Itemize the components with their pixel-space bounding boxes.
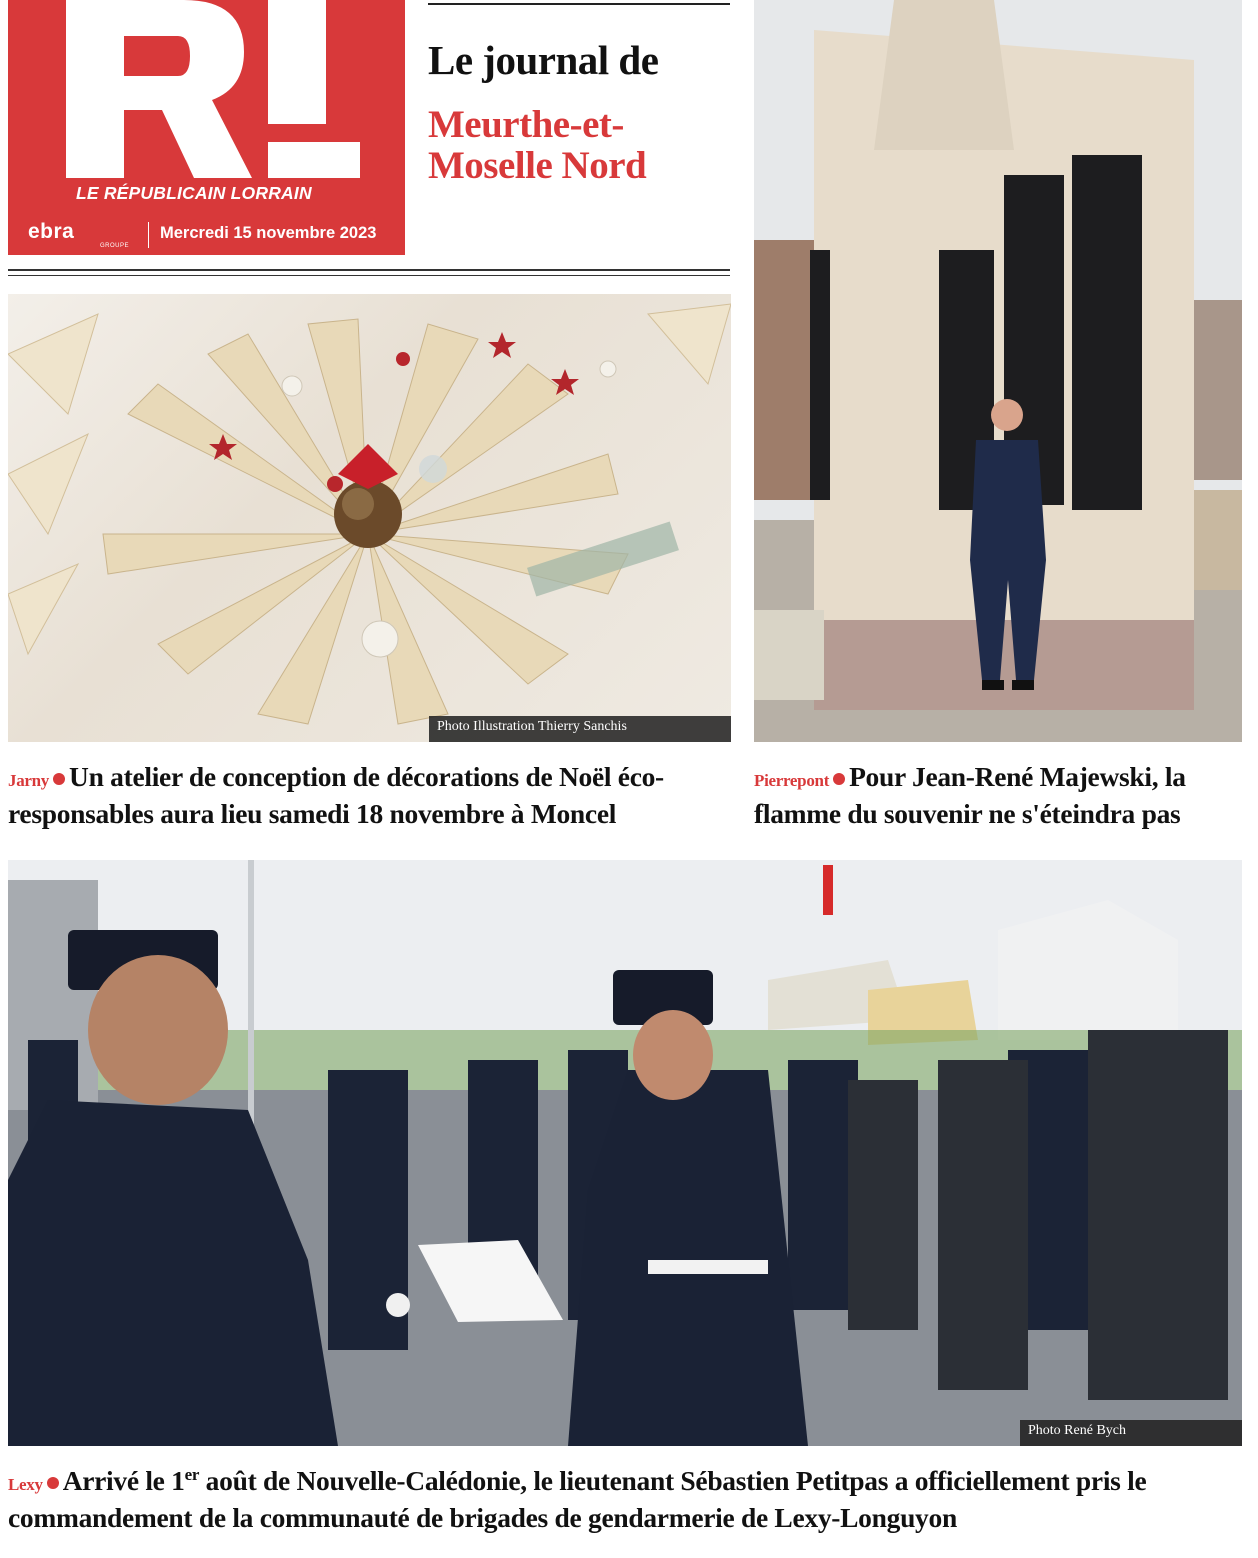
photo-credit: Photo René Bych — [1020, 1420, 1242, 1446]
article-kicker: Lexy — [8, 1475, 43, 1494]
masthead-rule — [8, 269, 730, 271]
headline-text-end: août de Nouvelle-Calédonie, le lieutenant Sébastien Petitpas a officiellement pris le commandement de la communauté de brigades de gendarmerie de Lexy-Longuyon — [8, 1465, 1147, 1533]
article-kicker: Jarny — [8, 771, 50, 790]
bullet-dot-icon — [53, 773, 65, 785]
ebra-group-sub: GROUPE — [100, 243, 130, 249]
rl-logo-icon — [66, 0, 366, 180]
separator — [148, 222, 149, 248]
headline-text: Pour Jean-René Majewski, la flamme du souvenir ne s'éteindra pas — [754, 761, 1186, 829]
article-photo-war-memorial[interactable] — [754, 0, 1242, 742]
bullet-dot-icon — [833, 773, 845, 785]
article-kicker: Pierrepont — [754, 771, 830, 790]
article-headline-jarny[interactable] — [8, 760, 738, 830]
ebra-group-logo: ebra — [28, 220, 75, 243]
group-bar — [20, 218, 395, 250]
headline-text: Un atelier de conception de décorations de Noël éco-responsables aura lieu samedi 18 novembre à Moncel — [8, 761, 664, 829]
article-headline-pierrepont[interactable] — [754, 760, 1254, 830]
journal-title: Le journal de — [428, 37, 659, 83]
masthead-rule — [8, 275, 730, 276]
journal-region: Meurthe-et-Moselle Nord — [428, 103, 647, 187]
edition-date: Mercredi 15 novembre 2023 — [160, 224, 377, 242]
article-headline-lexy[interactable] — [8, 1464, 1253, 1534]
war-memorial-image-icon — [754, 0, 1242, 742]
article-photo-christmas-decorations[interactable] — [8, 294, 731, 742]
headline-superscript: er — [184, 1464, 200, 1484]
newspaper-logo[interactable] — [8, 0, 405, 255]
title-rule — [428, 3, 730, 5]
article-photo-gendarmerie-ceremony[interactable] — [8, 860, 1242, 1446]
brand-name: LE RÉPUBLICAIN LORRAIN — [76, 183, 312, 203]
gendarmerie-ceremony-image-icon — [8, 860, 1242, 1446]
headline-text-start: Arrivé le 1 — [62, 1465, 185, 1496]
photo-credit: Photo Illustration Thierry Sanchis — [429, 716, 731, 742]
christmas-decoration-image-icon — [8, 294, 731, 742]
bullet-dot-icon — [47, 1477, 59, 1489]
